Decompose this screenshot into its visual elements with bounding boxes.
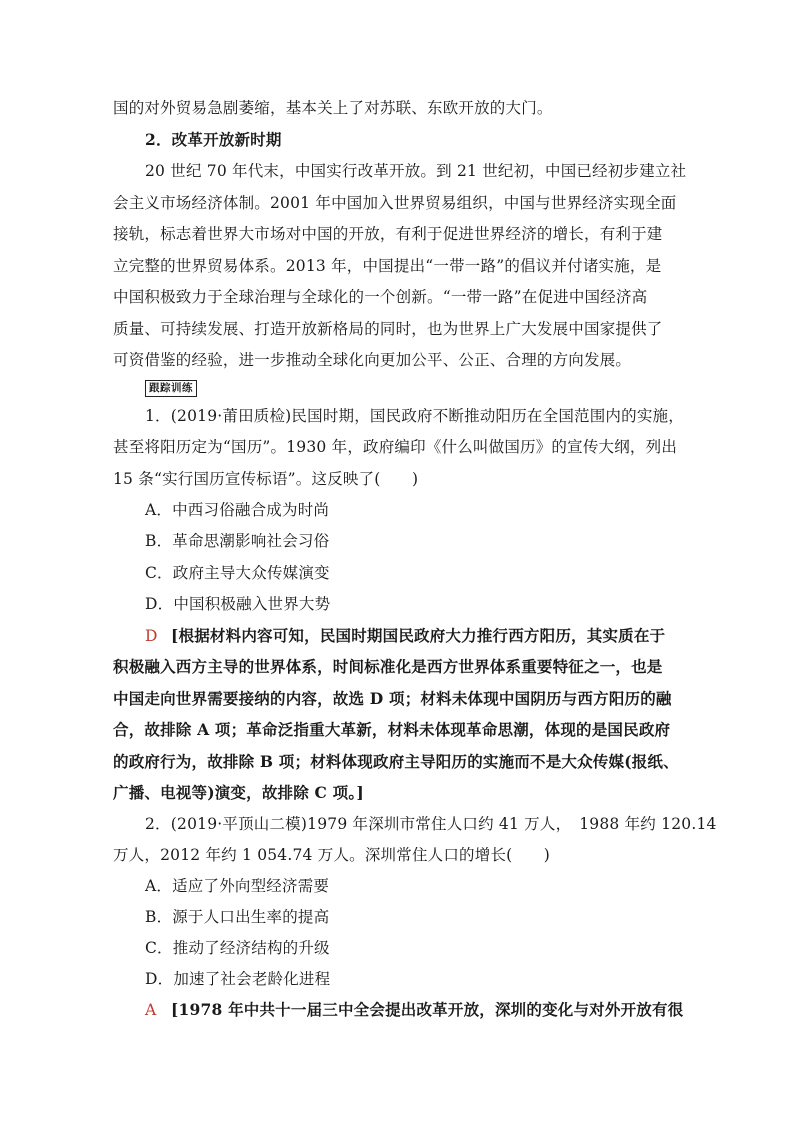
text-line: 中国积极致力于全球治理与全球化的一个创新。“一带一路”在促进中国经济高 xyxy=(113,288,648,306)
explanation-line: [1978 年中共十一届三中全会提出改革开放，深圳的变化与对外开放有很 xyxy=(171,1000,684,1019)
explanation-line: 广播、电视等)演变，故排除 C 项。] xyxy=(113,783,364,802)
text-line: 质量、可持续发展、打造开放新格局的同时，也为世界上广大发展中国家提供了 xyxy=(113,320,663,338)
text-line: 接轨，标志着世界大市场对中国的开放，有利于促进世界经济的增长，有利于建 xyxy=(113,225,663,243)
question-2-option-d: D．加速了社会老龄化进程 xyxy=(145,970,331,988)
practice-tag: 跟踪训练 xyxy=(145,380,197,397)
section-heading: 2．改革开放新时期 xyxy=(145,130,282,149)
question-1-stem: 15 条“实行国历宣传标语”。这反映了( ) xyxy=(113,470,419,488)
explanation-line: 积极融入西方主导的世界体系，时间标准化是西方世界体系重要特征之一，也是 xyxy=(113,657,663,676)
question-1-option-a: A．中西习俗融合成为时尚 xyxy=(145,501,330,519)
question-1-option-d: D．中国积极融入世界大势 xyxy=(145,595,331,613)
explanation-line: 的政府行为，故排除 B 项；材料体现政府主导阳历的实施而不是大众传媒(报纸、 xyxy=(113,752,679,771)
text-line: 立完整的世界贸易体系。2013 年，中国提出“一带一路”的倡议并付诸实施，是 xyxy=(113,257,662,275)
text-line: 国的对外贸易急剧萎缩，基本关上了对苏联、东欧开放的大门。 xyxy=(113,99,553,117)
question-2-stem: 2．(2019·平顶山二模)1979 年深圳市常住人口约 41 万人， 1988 年约 120.14 xyxy=(145,815,717,833)
explanation-line: [根据材料内容可知，民国时期国民政府大力推行西方阳历，其实质在于 xyxy=(171,626,666,645)
explanation-line: 合，故排除 A 项；革命泛指重大革新，材料未体现革命思潮，体现的是国民政府 xyxy=(113,720,671,739)
question-2-explanation xyxy=(145,999,685,1021)
question-1-stem: 1．(2019·莆田质检)民国时期，国民政府不断推动阳历在全国范围内的实施， xyxy=(145,407,684,425)
text-line: 会主义市场经济体制。2001 年中国加入世界贸易组织，中国与世界经济实现全面 xyxy=(113,194,677,212)
question-2-stem: 万人，2012 年约 1 054.74 万人。深圳常住人口的增长( ) xyxy=(113,846,551,864)
question-2-answer: A xyxy=(145,1001,157,1019)
question-1-answer: D xyxy=(145,627,158,645)
question-1-stem: 甚至将阳历定为“国历”。1930 年，政府编印《什么叫做国历》的宣传大纲，列出 xyxy=(113,438,678,456)
question-2-option-a: A．适应了外向型经济需要 xyxy=(145,877,330,895)
question-1-option-c: C．政府主导大众传媒演变 xyxy=(145,564,330,582)
question-2-option-c: C．推动了经济结构的升级 xyxy=(145,939,330,957)
explanation-line: 中国走向世界需要接纳的内容，故选 D 项；材料未体现中国阴历与西方阳历的融 xyxy=(113,689,672,708)
question-1-option-b: B．革命思潮影响社会习俗 xyxy=(145,532,330,550)
text-line: 20 世纪 70 年代末，中国实行改革开放。到 21 世纪初，中国已经初步建立社 xyxy=(145,162,687,180)
question-2-option-b: B．源于人口出生率的提高 xyxy=(145,908,330,926)
text-line: 可资借鉴的经验，进一步推动全球化向更加公平、公正、合理的方向发展。 xyxy=(113,351,632,369)
question-1-explanation xyxy=(145,625,685,647)
